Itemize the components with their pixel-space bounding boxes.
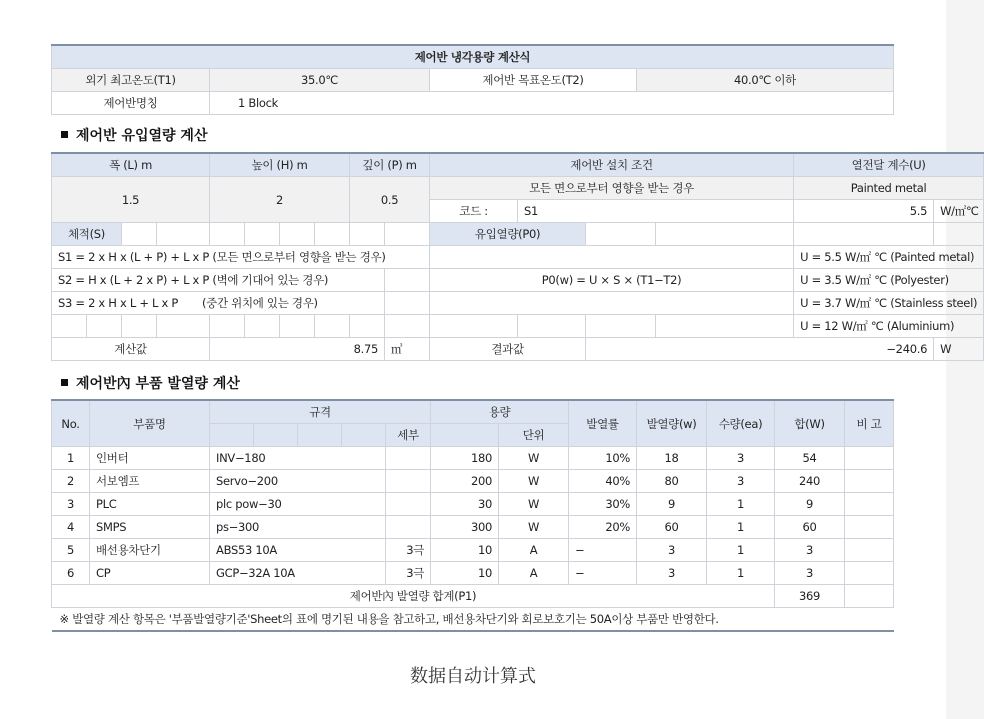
total-label: 제어반內 발열량 합계(P1) [52,585,775,608]
height-header: 높이 (H) m [210,153,350,177]
row-part-name[interactable]: PLC [90,493,210,516]
result-label: 결과값 [430,338,586,361]
table-row [52,562,894,585]
row-remarks[interactable] [845,562,894,585]
component-heat-table [51,399,894,632]
row-detail[interactable] [386,470,431,493]
row-part-name[interactable]: 인버터 [90,447,210,470]
col-remarks: 비 고 [845,400,894,447]
row-unit[interactable]: W [499,516,569,539]
heat-coef-header: 열전달 계수(U) [794,153,984,177]
row-no: 1 [52,447,90,470]
table-row [52,447,894,470]
volume-label: 체적(S) [52,223,122,246]
col-spec: 규격 [210,400,431,424]
panel-name-value[interactable]: 1 Block [210,92,894,115]
row-remarks[interactable] [845,516,894,539]
row-remarks[interactable] [845,493,894,516]
table-row [52,493,894,516]
row-heat-rate[interactable]: 30% [569,493,637,516]
row-part-name[interactable]: CP [90,562,210,585]
bullet-square-icon [61,131,68,138]
table-row [52,516,894,539]
row-sum: 3 [775,539,845,562]
formula-s1: S1 = 2 x H x (L + P) + L x P (모든 면으로부터 영향을 받는 경우) [52,246,430,269]
row-heat-rate[interactable]: − [569,562,637,585]
ext-temp-value[interactable]: 35.0℃ [210,69,430,92]
row-qty[interactable]: 1 [707,562,775,585]
width-value[interactable]: 1.5 [52,177,210,223]
row-unit[interactable]: W [499,493,569,516]
target-temp-label: 제어반 목표온도(T2) [430,69,637,92]
row-unit[interactable]: W [499,447,569,470]
u-aluminium: U = 12 W/㎡ ℃ (Aluminium) [794,315,984,338]
depth-header: 깊이 (P) m [350,153,430,177]
formula-s3: S3 = 2 x H x L + L x P (중간 위치에 있는 경우) [52,292,385,315]
row-remarks[interactable] [845,539,894,562]
row-remarks[interactable] [845,470,894,493]
height-value[interactable]: 2 [210,177,350,223]
col-unit: 단위 [499,424,569,447]
row-capacity[interactable]: 10 [431,539,499,562]
row-heat-rate[interactable]: 10% [569,447,637,470]
row-spec[interactable]: ABS53 10A [210,539,386,562]
result-unit: W [934,338,984,361]
row-detail[interactable]: 3극 [386,562,431,585]
row-heat-w: 60 [637,516,707,539]
row-heat-rate[interactable]: − [569,539,637,562]
row-no: 5 [52,539,90,562]
install-condition-value[interactable]: 모든 면으로부터 영향을 받는 경우 [430,177,794,200]
row-sum: 54 [775,447,845,470]
section-heading-inflow: 제어반 유입열량 계산 [61,125,207,145]
row-spec[interactable]: GCP−32A 10A [210,562,386,585]
row-heat-rate[interactable]: 20% [569,516,637,539]
row-no: 2 [52,470,90,493]
col-detail: 세부 [386,424,431,447]
col-sum: 합(W) [775,400,845,447]
row-heat-w: 80 [637,470,707,493]
row-sum: 60 [775,516,845,539]
row-heat-w: 3 [637,539,707,562]
row-sum: 9 [775,493,845,516]
row-qty[interactable]: 3 [707,470,775,493]
section-heading-components: 제어반內 부품 발열량 계산 [61,373,240,393]
footnote: ※ 발열량 계산 항목은 '부품발열량기준'Sheet의 표에 명기된 내용을 참고하고, 배선용차단기와 회로보호기는 50A이상 부품만 반영한다. [52,608,894,632]
row-unit[interactable]: A [499,539,569,562]
col-heat-w: 발열량(w) [637,400,707,447]
row-qty[interactable]: 1 [707,516,775,539]
row-sum: 240 [775,470,845,493]
col-qty: 수량(ea) [707,400,775,447]
row-qty[interactable]: 1 [707,539,775,562]
p0-formula: P0(w) = U × S × (T1−T2) [430,269,794,292]
image-caption: 数据自动计算式 [410,666,536,687]
code-value: S1 [518,200,794,223]
row-heat-rate[interactable]: 40% [569,470,637,493]
row-unit[interactable]: W [499,470,569,493]
calc-unit: ㎥ [385,338,430,361]
row-spec[interactable]: Servo−200 [210,470,386,493]
u-polyester: U = 3.5 W/㎡ ℃ (Polyester) [794,269,984,292]
row-no: 3 [52,493,90,516]
col-no: No. [52,400,90,447]
table-title: 제어반 냉각용량 계산식 [52,45,894,69]
row-capacity[interactable]: 300 [431,516,499,539]
ext-temp-label: 외기 최고온도(T1) [52,69,210,92]
u-painted-metal: U = 5.5 W/㎡ ℃ (Painted metal) [794,246,984,269]
table-row [52,539,894,562]
row-heat-w: 3 [637,562,707,585]
cooling-capacity-table [51,44,894,115]
bullet-square-icon [61,379,68,386]
code-label: 코드 : [430,200,518,223]
row-detail[interactable] [386,493,431,516]
table-row [52,470,894,493]
row-capacity[interactable]: 30 [431,493,499,516]
depth-value[interactable]: 0.5 [350,177,430,223]
coef-material[interactable]: Painted metal [794,177,984,200]
u-stainless-steel: U = 3.7 W/㎡ ℃ (Stainless steel) [794,292,984,315]
row-remarks[interactable] [845,447,894,470]
row-detail[interactable]: 3극 [386,539,431,562]
calc-value-label: 계산값 [52,338,210,361]
row-heat-w: 9 [637,493,707,516]
row-heat-w: 18 [637,447,707,470]
width-header: 폭 (L) m [52,153,210,177]
row-sum: 3 [775,562,845,585]
row-spec[interactable]: plc pow−30 [210,493,386,516]
col-part-name: 부품명 [90,400,210,447]
col-capacity: 용량 [431,400,569,424]
row-part-name[interactable]: SMPS [90,516,210,539]
col-heat-rate: 발열률 [569,400,637,447]
coef-unit: W/㎡℃ [934,200,984,223]
row-spec[interactable]: INV−180 [210,447,386,470]
row-qty[interactable]: 3 [707,447,775,470]
total-value: 369 [775,585,845,608]
row-qty[interactable]: 1 [707,493,775,516]
formula-s2: S2 = H x (L + 2 x P) + L x P (벽에 기대어 있는 경우) [52,269,385,292]
row-detail[interactable] [386,516,431,539]
install-condition-header: 제어반 설치 조건 [430,153,794,177]
row-part-name[interactable]: 서보엠프 [90,470,210,493]
result-value: −240.6 [586,338,934,361]
inflow-label: 유입열량(P0) [430,223,586,246]
row-detail[interactable] [386,447,431,470]
calc-value: 8.75 [210,338,385,361]
coef-value: 5.5 [794,200,934,223]
row-no: 4 [52,516,90,539]
row-capacity[interactable]: 10 [431,562,499,585]
panel-name-label: 제어반명칭 [52,92,210,115]
row-spec[interactable]: ps−300 [210,516,386,539]
row-capacity[interactable]: 180 [431,447,499,470]
row-part-name[interactable]: 배선용차단기 [90,539,210,562]
row-capacity[interactable]: 200 [431,470,499,493]
target-temp-value[interactable]: 40.0℃ 이하 [637,69,894,92]
row-unit[interactable]: A [499,562,569,585]
inflow-heat-table [51,152,984,361]
row-no: 6 [52,562,90,585]
